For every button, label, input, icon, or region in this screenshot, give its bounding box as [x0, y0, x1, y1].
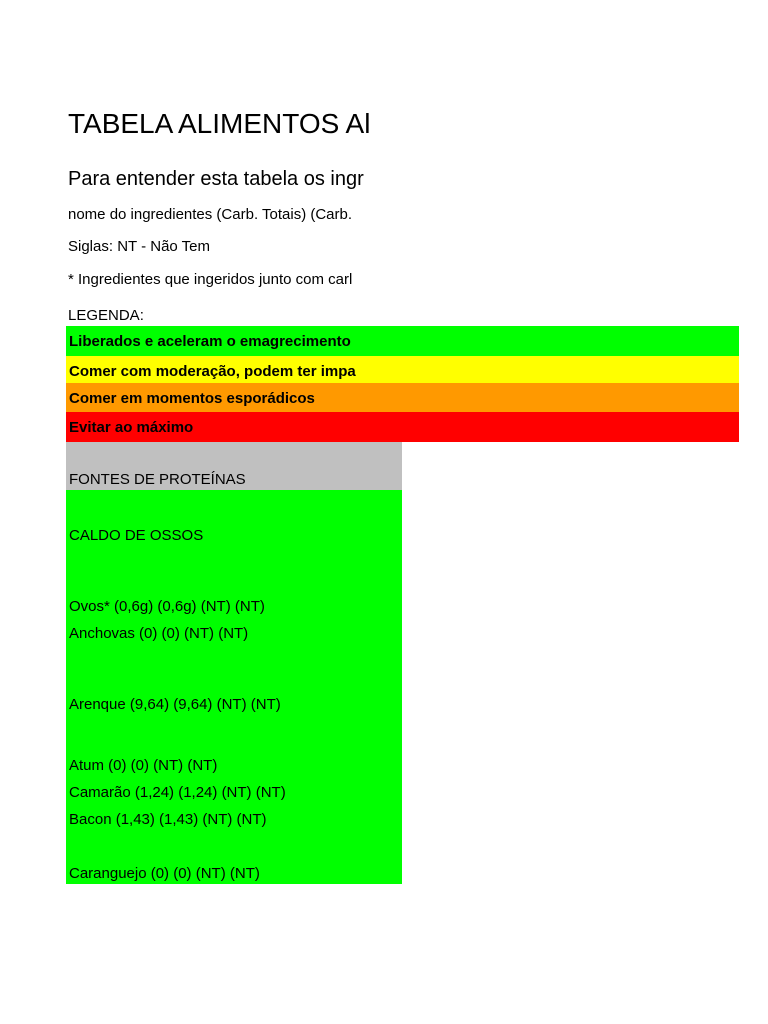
page-subtitle: Para entender esta tabela os ingr	[68, 168, 364, 190]
acronyms-note: Siglas: NT - Não Tem	[68, 238, 210, 255]
page-title: TABELA ALIMENTOS Al	[68, 108, 371, 139]
list-item: Camarão (1,24) (1,24) (NT) (NT)	[69, 784, 286, 801]
legend-item-label: Liberados e aceleram o emagrecimento	[69, 333, 351, 350]
list-item: Bacon (1,43) (1,43) (NT) (NT)	[69, 811, 267, 828]
list-item: Anchovas (0) (0) (NT) (NT)	[69, 625, 249, 642]
legend-item-green	[66, 326, 739, 356]
list-item: Caranguejo (0) (0) (NT) (NT)	[69, 865, 260, 882]
list-item: Arenque (9,64) (9,64) (NT) (NT)	[69, 696, 281, 713]
legend-item-yellow	[66, 356, 739, 385]
legend-item-label: Evitar ao máximo	[69, 419, 194, 436]
list-item: CALDO DE OSSOS	[69, 527, 204, 544]
legend-item-red	[66, 412, 739, 442]
legend-item-label: Comer com moderação, podem ter impa	[69, 363, 356, 380]
legend-item-orange	[66, 383, 739, 412]
section-header	[66, 442, 402, 490]
list-item: Ovos* (0,6g) (0,6g) (NT) (NT)	[69, 598, 265, 615]
section-items	[66, 490, 402, 884]
section-title: FONTES DE PROTEÍNAS	[69, 471, 246, 488]
ingredients-note: * Ingredientes que ingeridos junto com carl	[68, 271, 353, 288]
list-item: Atum (0) (0) (NT) (NT)	[69, 757, 218, 774]
legend-item-label: Comer em momentos esporádicos	[69, 390, 315, 407]
format-description: nome do ingredientes (Carb. Totais) (Carb.	[68, 206, 353, 223]
legend-label: LEGENDA:	[68, 307, 144, 324]
